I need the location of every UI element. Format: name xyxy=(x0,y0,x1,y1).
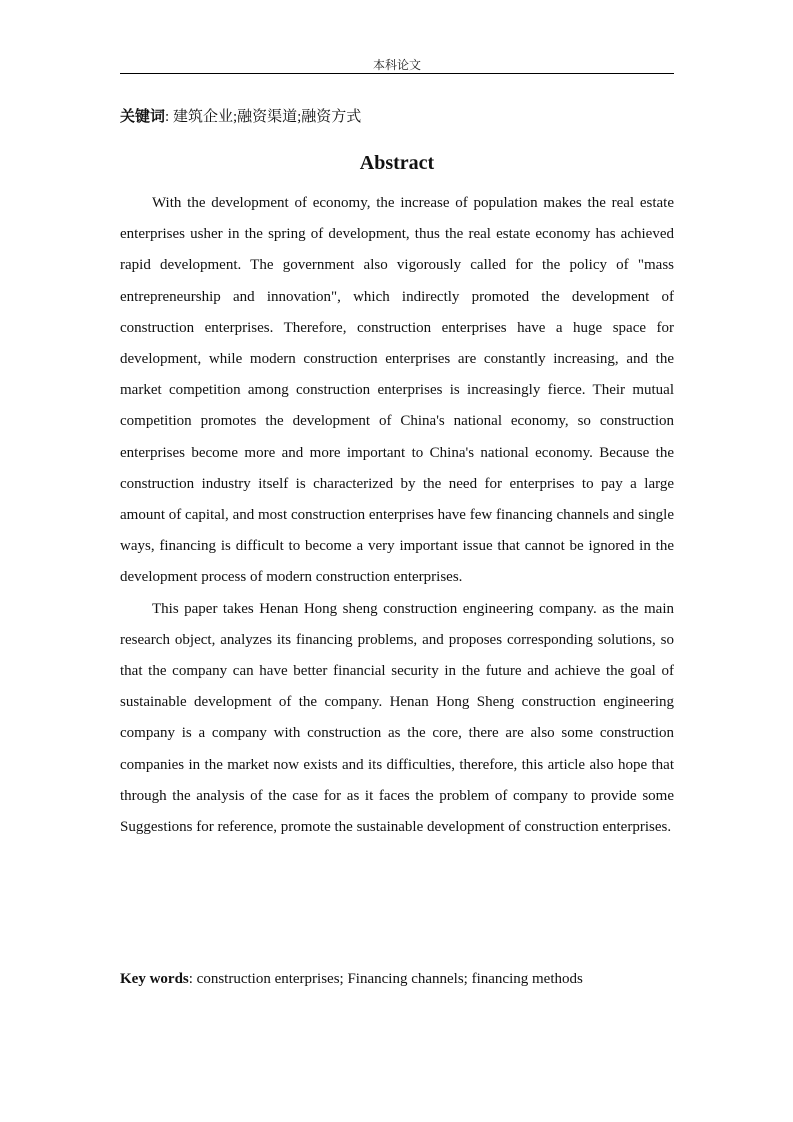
abstract-body xyxy=(120,188,674,843)
abstract-paragraph: This paper takes Henan Hong sheng construction engineering company. as the main research object, analyzes its financing problems, and proposes corresponding solutions, so that the company can have better financial security in the future and achieve the goal of sustainable development of the company. Henan Hong Sheng construction engineering company is a company with construction as the core, there are also some construction companies in the market now exists and its difficulties, therefore, this article also hope that through the analysis of the case for as it faces the problem of company to provide some Suggestions for reference, promote the sustainable development of construction enterprises. xyxy=(120,600,674,836)
chinese-keywords-label: 关键词 xyxy=(120,109,166,125)
chinese-keywords xyxy=(120,106,674,128)
header-divider xyxy=(120,73,674,74)
abstract-paragraph: With the development of economy, the increase of population makes the real estate enterprises usher in the spring of development, thus the real estate economy has achieved rapid development. The government also vigorously called for the policy of "mass entrepreneurship and innovation", which indirectly promoted the development of construction enterprises. Therefore, construction enterprises have a huge space for development, while modern construction enterprises are constantly increasing, and the market competition among construction enterprises is increasingly fierce. Their mutual competition promotes the development of China's national economy, so construction enterprises become more and more important to China's national economy. Because the construction industry itself is characterized by the need for enterprises to pay a large amount of capital, and most construction enterprises have few financing channels and single ways, financing is difficult to become a very important issue that cannot be ignored in the development process of modern construction enterprises. xyxy=(120,195,674,586)
chinese-keywords-separator: : xyxy=(165,109,170,125)
english-keywords xyxy=(120,967,674,991)
english-keywords-label: Key words xyxy=(120,971,189,987)
abstract-heading: Abstract xyxy=(359,152,435,174)
chinese-keywords-text: 建筑企业;融资渠道;融资方式 xyxy=(169,109,362,125)
page-header: 本科论文 xyxy=(372,58,421,72)
english-keywords-text: : construction enterprises; Financing channels; financing methods xyxy=(188,971,583,987)
